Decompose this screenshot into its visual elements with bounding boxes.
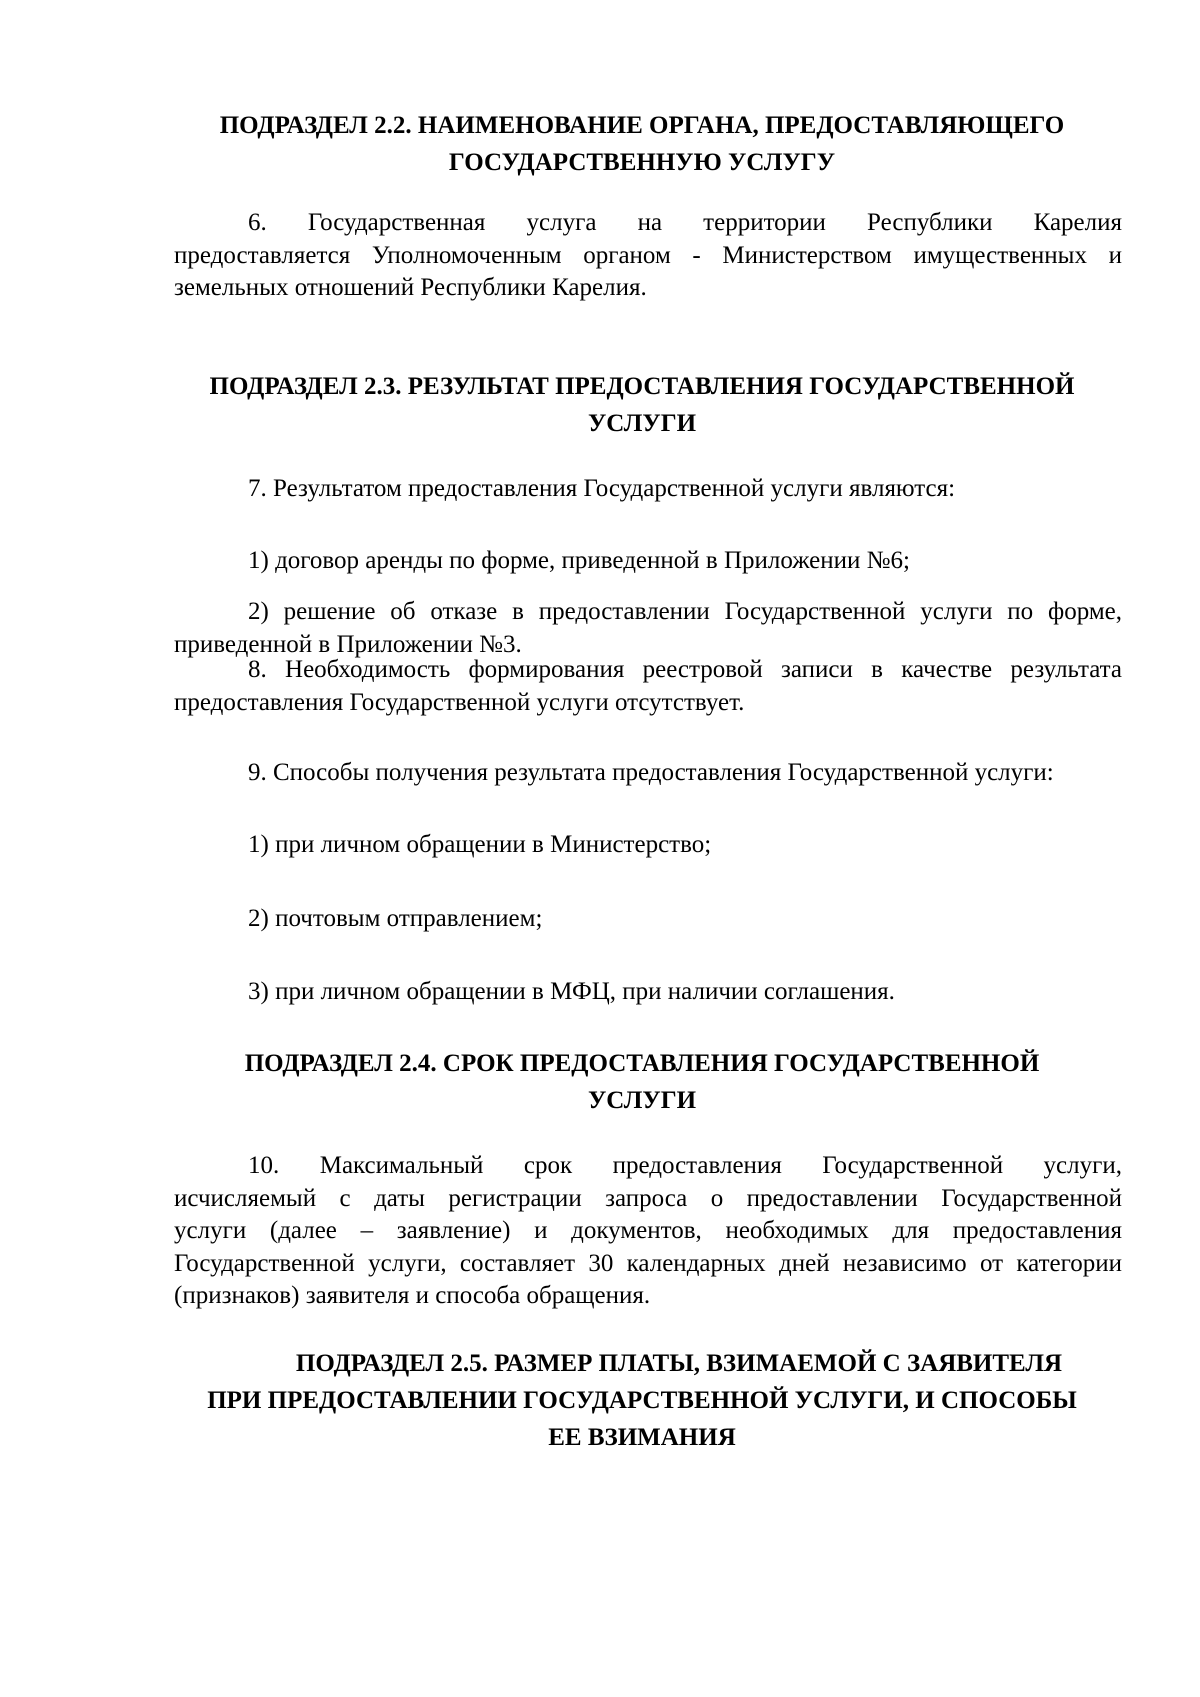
paragraph-line: 10. Максимальный срок предоставления Государственной услуги,: [248, 1152, 1122, 1179]
paragraph-line: 1) при личном обращении в Министерство;: [248, 831, 712, 858]
paragraph-line: 8. Необходимость формирования реестровой записи в качестве результата: [248, 656, 1122, 683]
heading-line: УСЛУГИ: [587, 1087, 697, 1114]
paragraph-line: приведенной в Приложении №3.: [174, 630, 522, 658]
section-2-4-heading: [160, 1045, 1124, 1119]
section-2-5-heading: [160, 1345, 1124, 1456]
paragraph-line: 9. Способы получения результата предоставления Государственной услуги:: [248, 759, 1054, 786]
paragraph-line: 2) почтовым отправлением;: [248, 905, 543, 932]
paragraph-line: земельных отношений Республики Карелия.: [174, 274, 647, 301]
paragraph-9-item-1: [174, 829, 1122, 862]
paragraph-line: 7. Результатом предоставления Государственной услуги являются:: [248, 475, 956, 502]
paragraph-9-item-3: [174, 976, 1122, 1009]
paragraph-7-item-1: [174, 545, 1122, 578]
heading-line: ГОСУДАРСТВЕННУЮ УСЛУГУ: [448, 149, 836, 176]
paragraph-10: [174, 1150, 1122, 1313]
paragraph-line: услуги (далее – заявление) и документов, необходимых для предоставления: [174, 1217, 1122, 1244]
paragraph-6: [174, 207, 1122, 305]
heading-line: ЕЕ ВЗИМАНИЯ: [548, 1424, 736, 1451]
paragraph-line: 2) решение об отказе в предоставлении Государственной услуги по форме,: [248, 598, 1122, 625]
paragraph-9: [174, 757, 1122, 790]
paragraph-7-item-2: [174, 596, 1122, 661]
heading-line: ПОДРАЗДЕЛ 2.4. СРОК ПРЕДОСТАВЛЕНИЯ ГОСУДАРСТВЕННОЙ: [244, 1050, 1040, 1077]
paragraph-line: предоставляется Уполномоченным органом - Министерством имущественных и: [174, 241, 1122, 269]
heading-line: ПОДРАЗДЕЛ 2.3. РЕЗУЛЬТАТ ПРЕДОСТАВЛЕНИЯ ГОСУДАРСТВЕННОЙ: [209, 373, 1075, 400]
heading-line: ПРИ ПРЕДОСТАВЛЕНИИ ГОСУДАРСТВЕННОЙ УСЛУГИ, И СПОСОБЫ: [207, 1387, 1077, 1414]
paragraph-line: (признаков) заявителя и способа обращения.: [174, 1282, 651, 1309]
paragraph-line: исчисляемый с даты регистрации запроса о предоставлении Государственной: [174, 1184, 1122, 1212]
paragraph-line: предоставления Государственной услуги отсутствует.: [174, 688, 745, 716]
heading-line: ПОДРАЗДЕЛ 2.5. РАЗМЕР ПЛАТЫ, ВЗИМАЕМОЙ С ЗАЯВИТЕЛЯ: [295, 1350, 1063, 1377]
paragraph-line: Государственной услуги, составляет 30 календарных дней независимо от категории: [174, 1249, 1122, 1277]
paragraph-7: [174, 473, 1122, 506]
paragraph-line: 3) при личном обращении в МФЦ, при наличии соглашения.: [248, 978, 895, 1005]
heading-line: ПОДРАЗДЕЛ 2.2. НАИМЕНОВАНИЕ ОРГАНА, ПРЕДОСТАВЛЯЮЩЕГО: [219, 112, 1065, 139]
section-2-2-heading: [160, 107, 1124, 181]
paragraph-line: 6. Государственная услуга на территории Республики Карелия: [248, 209, 1122, 236]
paragraph-line: 1) договор аренды по форме, приведенной в Приложении №6;: [248, 547, 910, 574]
paragraph-8: [174, 654, 1122, 719]
heading-line: УСЛУГИ: [587, 410, 697, 437]
section-2-3-heading: [160, 368, 1124, 442]
paragraph-9-item-2: [174, 903, 1122, 936]
